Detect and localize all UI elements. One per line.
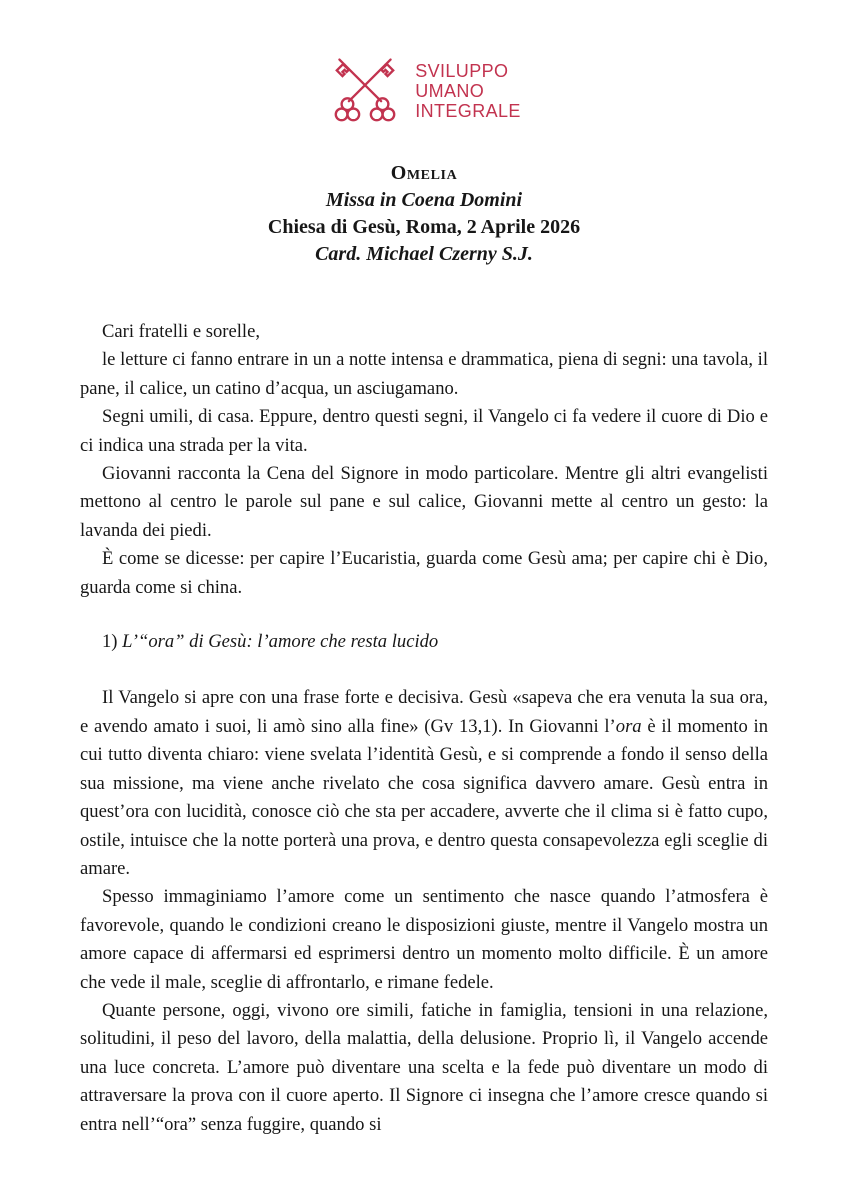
document-body (0, 318, 848, 1139)
body-paragraph (80, 318, 768, 346)
dicastery-logo-text (415, 61, 521, 121)
document-location-date: Chiesa di Gesù, Roma, 2 Aprile 2026 (267, 216, 581, 238)
document-author: Card. Michael Czerny S.J. (315, 243, 533, 265)
text-run: le letture ci fanno entrare in un a notte intensa e drammatica, piena di segni: una tavola, il pane, il calice, un catino d’acqua, un asciugamano. (80, 349, 768, 399)
body-paragraph (80, 460, 768, 545)
crossed-keys-icon (327, 52, 403, 130)
logo-line-2: UMANO (415, 81, 485, 101)
text-run: Cari fratelli e sorelle, (102, 321, 260, 342)
body-paragraph (80, 403, 768, 460)
text-run: Segni umili, di casa. Eppure, dentro questi segni, il Vangelo ci fa vedere il cuore di Dio e ci indica una strada per la vita. (80, 406, 768, 456)
dicastery-logo (0, 52, 848, 130)
text-run: Spesso immaginiamo l’amore come un sentimento che nasce quando l’atmosfera è favorevole, quando le condizioni creano le disposizioni giuste, mentre il Vangelo mostra un amore capace di affermarsi ed esprimersi dentro un momento molto difficile. È un amore che vede il male, sceglie di affrontarlo, e rimane fedele. (80, 886, 768, 993)
body-paragraph (80, 684, 768, 883)
emphasized-text: ora (615, 715, 642, 737)
body-paragraph (80, 997, 768, 1139)
text-run: Quante persone, oggi, vivono ore simili, fatiche in famiglia, tensioni in una relazione, solitudini, il peso del lavoro, della malattia, della delusione. Proprio lì, il Vangelo accende una luce concreta. L’amore può diventare una scelta e la fede può diventare un modo di attraversare la prova con il cuore aperto. Il Signore ci insegna che l’amore cresce quando si entra nell’“ora” senza fuggire, quando si (80, 999, 768, 1135)
document-title-block (0, 160, 848, 268)
logo-line-1: SVILUPPO (415, 61, 509, 81)
text-run: È come se dicesse: per capire l’Eucaristia, guarda come Gesù ama; per capire chi è Dio, guarda come si china. (80, 548, 768, 598)
text-run: 1) (102, 631, 123, 653)
emphasized-text: L’“ora” di Gesù: l’amore che resta lucido (122, 631, 439, 653)
text-run: Il Vangelo si apre con una frase forte e decisiva. Gesù «sapeva che era venuta la sua ora, e avendo amato i suoi, li amò sino alla fine» (Gv 13,1). In Giovanni l’ (80, 687, 768, 737)
document-title: Omelia (390, 162, 458, 184)
body-paragraph (80, 346, 768, 403)
body-paragraph (80, 883, 768, 997)
text-run: è il momento in cui tutto diventa chiaro: viene svelata l’identità Gesù, e si comprende a fondo il senso della sua missione, ma viene anche rivelato che cosa significa davvero amare. Gesù entra in quest’ora con lucidità, conosce ciò che sta per accadere, avverte che il clima si è fatto cupo, ostile, intuisce che la notte porterà una prova, e dentro questa consapevolezza egli sceglie di amare. (80, 715, 768, 879)
section-heading (80, 628, 768, 656)
logo-line-3: INTEGRALE (415, 101, 521, 121)
body-paragraph (80, 545, 768, 602)
document-subtitle: Missa in Coena Domini (325, 189, 523, 211)
text-run: Giovanni racconta la Cena del Signore in modo particolare. Mentre gli altri evangelisti mettono al centro le parole sul pane e sul calice, Giovanni mette al centro un gesto: la lavanda dei piedi. (80, 463, 768, 541)
